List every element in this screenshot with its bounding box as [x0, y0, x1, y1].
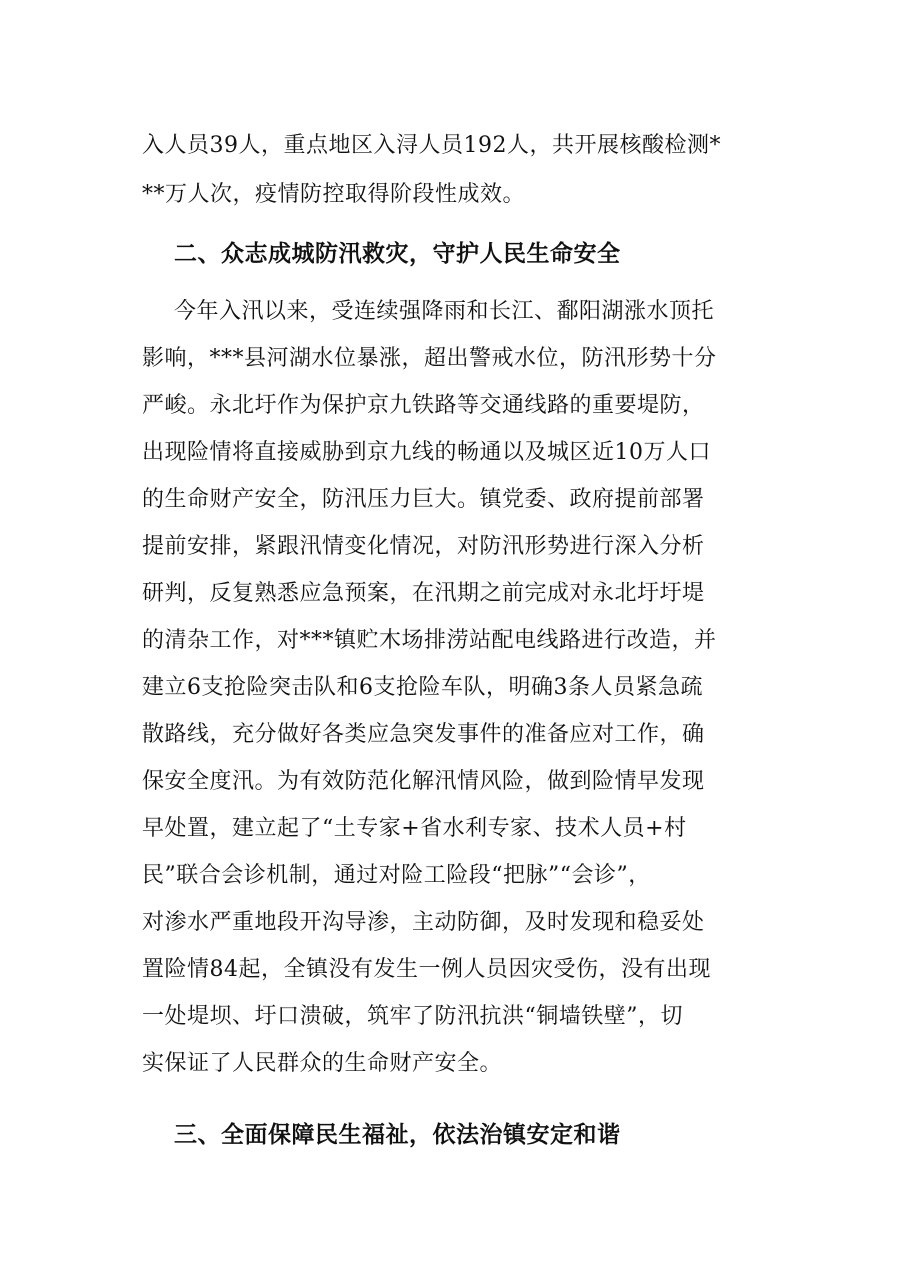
paragraph2-line: 出现险情将直接威胁到京九线的畅通以及城区近10万人口 [142, 440, 711, 465]
paragraph2-line: 置险情84起，全镇没有发生一例人员因灾受伤，没有出现 [142, 957, 711, 982]
section-heading-2: 二、众志成城防汛救灾，守护人民生命安全 [174, 240, 621, 267]
section-heading-3: 三、全面保障民生福祉，依法治镇安定和谐 [174, 1121, 621, 1148]
paragraph2-line: 的生命财产安全，防汛压力巨大。镇党委、政府提前部署 [142, 487, 705, 512]
paragraph2-line: 建立6支抢险突击队和6支抢险车队，明确3条人员紧急疏 [142, 675, 703, 700]
paragraph2-line: 散路线，充分做好各类应急突发事件的准备应对工作，确 [142, 722, 705, 747]
paragraph2-line: 严峻。永北圩作为保护京九铁路等交通线路的重要堤防， [142, 393, 705, 418]
paragraph2-line: 民”联合会诊机制，通过对险工险段“把脉”“会诊”， [142, 863, 651, 888]
paragraph2-line: 影响，***县河湖水位暴涨，超出警戒水位，防汛形势十分 [142, 346, 717, 371]
paragraph1-line: **万人次，疫情防控取得阶段性成效。 [142, 182, 526, 207]
paragraph2-line: 对渗水严重地段开沟导渗，主动防御，及时发现和稳妥处 [142, 910, 705, 935]
paragraph2-line: 今年入汛以来，受连续强降雨和长江、鄱阳湖涨水顶托 [174, 299, 715, 324]
paragraph2-line: 研判，反复熟悉应急预案，在汛期之前完成对永北圩圩堤 [142, 581, 705, 606]
paragraph2-line: 提前安排，紧跟汛情变化情况，对防汛形势进行深入分析 [142, 534, 705, 559]
paragraph2-line: 早处置，建立起了“土专家+省水利专家、技术人员+村 [142, 816, 687, 841]
paragraph1-line: 入人员39人，重点地区入浔人员192人，共开展核酸检测* [142, 133, 721, 158]
paragraph2-line: 一处堤坝、圩口溃破，筑牢了防汛抗洪“铜墙铁壁”，切 [142, 1004, 683, 1029]
paragraph2-line: 的清杂工作，对***镇贮木场排涝站配电线路进行改造，并 [142, 628, 717, 653]
paragraph2-line: 实保证了人民群众的生命财产安全。 [142, 1051, 503, 1076]
paragraph2-line: 保安全度汛。为有效防范化解汛情风险，做到险情早发现 [142, 769, 705, 794]
